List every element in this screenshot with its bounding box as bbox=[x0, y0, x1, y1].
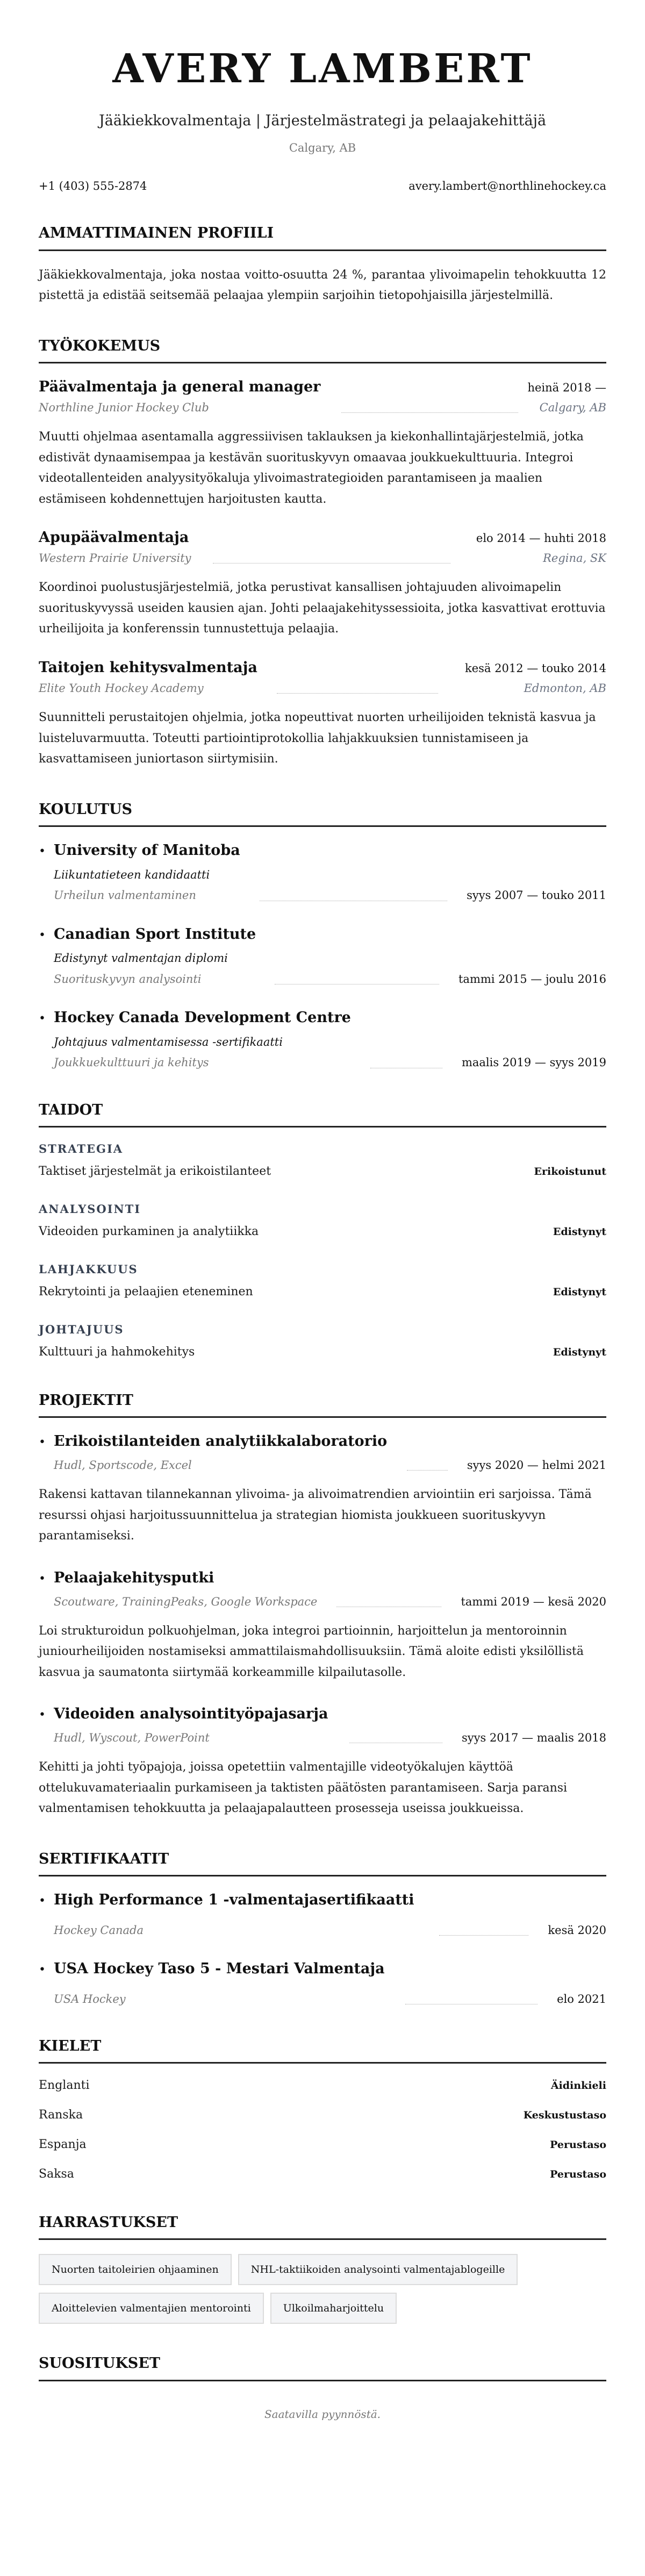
certification-name: USA Hockey Taso 5 - Mestari Valmentaja bbox=[54, 1960, 385, 1978]
candidate-location: Calgary, AB bbox=[289, 141, 356, 154]
section-title: TYÖKOKEMUS bbox=[39, 337, 606, 363]
language-level: Perustaso bbox=[550, 2168, 606, 2180]
job-organization: Northline Junior Hockey Club bbox=[39, 401, 209, 414]
job-title: Taitojen kehitysvalmentaja bbox=[39, 659, 257, 676]
section-title: HARRASTUKSET bbox=[39, 2213, 606, 2240]
education-section bbox=[39, 800, 606, 1071]
bullet-icon: • bbox=[39, 1894, 46, 1908]
skill-group bbox=[39, 1322, 606, 1361]
language-level: Perustaso bbox=[550, 2139, 606, 2151]
section-title: SUOSITUKSET bbox=[39, 2354, 606, 2381]
interests-section bbox=[39, 2213, 606, 2324]
education-entry bbox=[39, 925, 606, 987]
bullet-icon: • bbox=[39, 1572, 46, 1586]
skill-name: Rekrytointi ja pelaajien eteneminen bbox=[39, 1285, 253, 1299]
school-name: Hockey Canada Development Centre bbox=[54, 1009, 351, 1026]
skill-level: Edistynyt bbox=[553, 1286, 606, 1298]
section-title: SERTIFIKAATIT bbox=[39, 1850, 606, 1876]
certification-name: High Performance 1 -valmentajasertifikaatti bbox=[54, 1892, 414, 1909]
bullet-icon: • bbox=[39, 844, 46, 858]
language-row bbox=[39, 2107, 606, 2124]
project-tools: Hudl, Wyscout, PowerPoint bbox=[54, 1731, 210, 1745]
interest-chip: Aloittelevien valmentajien mentorointi bbox=[39, 2293, 264, 2324]
bullet-icon: • bbox=[39, 1708, 46, 1722]
job-title: Apupäävalmentaja bbox=[39, 529, 189, 546]
language-name: Ranska bbox=[39, 2108, 83, 2122]
candidate-name: AVERY LAMBERT bbox=[112, 46, 533, 92]
education-entry bbox=[39, 1008, 606, 1071]
skill-name: Taktiset järjestelmät ja erikoistilanteet bbox=[39, 1164, 271, 1178]
job-description: Muutti ohjelmaa asentamalla aggressiivisen taklauksen ja kiekonhallintajärjestelmiä, jotka edistivät dynaamisempaa ja kestävän suorituskyvyn omaavaa joukkuekulttuuria. Integroi videotallenteiden analyysityökaluja ylivoimastrategioiden parantamiseen ja maalien estämiseen kohdennettujen harjoitusten kautta. bbox=[39, 430, 584, 506]
job-dates: kesä 2012 — touko 2014 bbox=[464, 661, 606, 675]
resume-header bbox=[39, 45, 606, 194]
certification-date: kesä 2020 bbox=[548, 1923, 606, 1937]
job-description: Suunnitteli perustaitojen ohjelmia, jotka nopeuttivat nuorten urheilijoiden teknistä kasvua ja luisteluvarmuutta. Toteutti partiointiprotokollia lahjakkuuksien tunnistamiseen ja kasvattamiseen juniortason siirtymisiin. bbox=[39, 711, 596, 766]
skill-level: Edistynyt bbox=[553, 1226, 606, 1238]
certification-entry bbox=[39, 1959, 606, 2007]
profile-text: Jääkiekkovalmentaja, joka nostaa voitto-osuutta 24 %, parantaa ylivoimapelin tehokkuutta 12 pistettä ja edistää seitsemää pelaajaa ylempiin sarjoihin tietopohjaisilla järjestelmillä. bbox=[39, 268, 606, 303]
interest-chip: Nuorten taitoleirien ohjaaminen bbox=[39, 2254, 232, 2285]
bullet-icon: • bbox=[39, 1012, 46, 1026]
degree-name: Liikuntatieteen kandidaatti bbox=[54, 868, 210, 881]
degree-name: Edistynyt valmentajan diplomi bbox=[54, 952, 228, 965]
skill-level: Edistynyt bbox=[553, 1346, 606, 1359]
project-dates: syys 2020 — helmi 2021 bbox=[467, 1458, 606, 1472]
references-text: Saatavilla pyynnöstä. bbox=[264, 2407, 381, 2421]
project-description: Rakensi kattavan tilannekannan ylivoima- ja alivoimatrendien arviointiin eri sarjoissa. Tämä resurssi ohjasi harjoitussuunnittelua ja strategian hiomista joukkueen suorituskyvyn parantamiseksi. bbox=[39, 1488, 592, 1543]
skill-group bbox=[39, 1202, 606, 1240]
job-organization: Western Prairie University bbox=[39, 552, 191, 565]
job-title: Päävalmentaja ja general manager bbox=[39, 378, 321, 395]
project-dates: tammi 2019 — kesä 2020 bbox=[461, 1595, 606, 1608]
profile-section bbox=[39, 224, 606, 306]
job-location: Edmonton, AB bbox=[524, 682, 606, 695]
email-address[interactable]: avery.lambert@northlinehockey.ca bbox=[408, 180, 606, 193]
certification-entry bbox=[39, 1890, 606, 1938]
project-entry bbox=[39, 1704, 606, 1819]
dotted-leader bbox=[341, 412, 518, 413]
skills-section bbox=[39, 1101, 606, 1361]
school-name: Canadian Sport Institute bbox=[54, 925, 256, 943]
field-of-study: Joukkuekulttuuri ja kehitys bbox=[54, 1056, 209, 1069]
skill-name: Kulttuuri ja hahmokehitys bbox=[39, 1345, 195, 1359]
degree-name: Johtajuus valmentamisessa -sertifikaatti bbox=[54, 1035, 283, 1048]
skill-category: LAHJAKKUUS bbox=[39, 1262, 138, 1276]
skill-category: JOHTAJUUS bbox=[39, 1322, 124, 1336]
language-name: Espanja bbox=[39, 2138, 87, 2151]
interest-chip: NHL-taktiikoiden analysointi valmentajablogeille bbox=[238, 2254, 518, 2285]
bullet-icon: • bbox=[39, 1963, 46, 1977]
field-of-study: Urheilun valmentaminen bbox=[54, 889, 196, 902]
skill-category: ANALYSOINTI bbox=[39, 1202, 141, 1216]
language-level: Äidinkieli bbox=[550, 2080, 606, 2092]
section-title: KOULUTUS bbox=[39, 800, 606, 827]
project-description: Kehitti ja johti työpajoja, joissa opetettiin valmentajille videotyökalujen käyttöä ottelukuvamateriaalin purkamiseen ja taktisten päätösten parantamiseen. Sarja paransi valmentamisen tehokkuutta ja pelaajapalautteen prosesseja useissa joukkueissa. bbox=[39, 1760, 568, 1816]
job-dates: elo 2014 — huhti 2018 bbox=[476, 532, 606, 545]
school-name: University of Manitoba bbox=[54, 841, 240, 859]
job-entry bbox=[39, 658, 606, 770]
interest-chip: Ulkoilmaharjoittelu bbox=[270, 2293, 397, 2324]
project-name: Erikoistilanteiden analytiikkalaboratorio bbox=[54, 1433, 388, 1450]
dotted-leader bbox=[277, 693, 438, 694]
project-entry bbox=[39, 1568, 606, 1683]
skill-group bbox=[39, 1141, 606, 1180]
certifications-section bbox=[39, 1850, 606, 2007]
section-title: PROJEKTIT bbox=[39, 1391, 606, 1418]
language-name: Saksa bbox=[39, 2167, 74, 2181]
project-entry bbox=[39, 1432, 606, 1547]
certification-issuer: Hockey Canada bbox=[54, 1923, 144, 1937]
language-name: Englanti bbox=[39, 2079, 90, 2093]
skill-category: STRATEGIA bbox=[39, 1141, 124, 1155]
job-location: Regina, SK bbox=[543, 552, 606, 565]
candidate-headline: Jääkiekkovalmentaja | Järjestelmästrategi ja pelaajakehittäjä bbox=[98, 112, 547, 129]
certification-date: elo 2021 bbox=[557, 1993, 606, 2006]
dotted-leader bbox=[439, 1935, 528, 1936]
projects-section bbox=[39, 1391, 606, 1819]
project-name: Videoiden analysointityöpajasarja bbox=[54, 1706, 328, 1723]
education-dates: maalis 2019 — syys 2019 bbox=[461, 1056, 606, 1069]
language-level: Keskustustaso bbox=[523, 2109, 606, 2122]
bullet-icon: • bbox=[39, 1436, 46, 1450]
section-title: KIELET bbox=[39, 2037, 606, 2064]
languages-section bbox=[39, 2037, 606, 2182]
bullet-icon: • bbox=[39, 928, 46, 942]
education-dates: syys 2007 — touko 2011 bbox=[467, 889, 606, 902]
language-row bbox=[39, 2166, 606, 2183]
job-description: Koordinoi puolustusjärjestelmiä, jotka perustivat kansallisen johtajuuden alivoimapelin suorituskyvyssä useiden kausien ajan. Johti pelaajakehityssessioita, jotka kasvattivat erottuvia urheilijoita ja konferenssin tunnustettuja pelaajia. bbox=[39, 581, 606, 636]
job-entry bbox=[39, 377, 606, 510]
field-of-study: Suorituskyvyn analysointi bbox=[54, 972, 202, 986]
skill-level: Erikoistunut bbox=[534, 1165, 606, 1178]
language-row bbox=[39, 2078, 606, 2094]
project-tools: Hudl, Sportscode, Excel bbox=[54, 1458, 192, 1472]
job-dates: heinä 2018 — bbox=[527, 381, 606, 394]
references-section bbox=[39, 2354, 606, 2423]
education-entry bbox=[39, 841, 606, 903]
project-description: Loi strukturoidun polkuohjelman, joka integroi partioinnin, harjoittelun ja mentoroinnin juniourheilijoiden nostamiseksi ammattilaismahdollisuuksiin. Tämä aloite edisti yksilöllistä kasvua ja saumatonta siirtymää korkeammille kilpailutasolle. bbox=[39, 1624, 584, 1679]
job-location: Calgary, AB bbox=[539, 401, 606, 414]
dotted-leader bbox=[407, 1470, 448, 1471]
project-tools: Scoutware, TrainingPeaks, Google Workspace bbox=[54, 1595, 318, 1608]
section-title: TAIDOT bbox=[39, 1101, 606, 1128]
interest-chips bbox=[39, 2254, 606, 2324]
education-dates: tammi 2015 — joulu 2016 bbox=[458, 972, 606, 986]
job-entry bbox=[39, 528, 606, 640]
phone-number[interactable]: +1 (403) 555-2874 bbox=[39, 180, 147, 193]
skill-group bbox=[39, 1262, 606, 1301]
certification-issuer: USA Hockey bbox=[54, 1993, 126, 2006]
project-dates: syys 2017 — maalis 2018 bbox=[461, 1731, 606, 1745]
project-name: Pelaajakehitysputki bbox=[54, 1569, 214, 1586]
section-title: AMMATTIMAINEN PROFIILI bbox=[39, 224, 606, 251]
skill-name: Videoiden purkaminen ja analytiikka bbox=[39, 1225, 259, 1239]
experience-section bbox=[39, 337, 606, 770]
job-organization: Elite Youth Hockey Academy bbox=[39, 682, 204, 695]
contact-row bbox=[39, 179, 606, 194]
language-row bbox=[39, 2137, 606, 2153]
